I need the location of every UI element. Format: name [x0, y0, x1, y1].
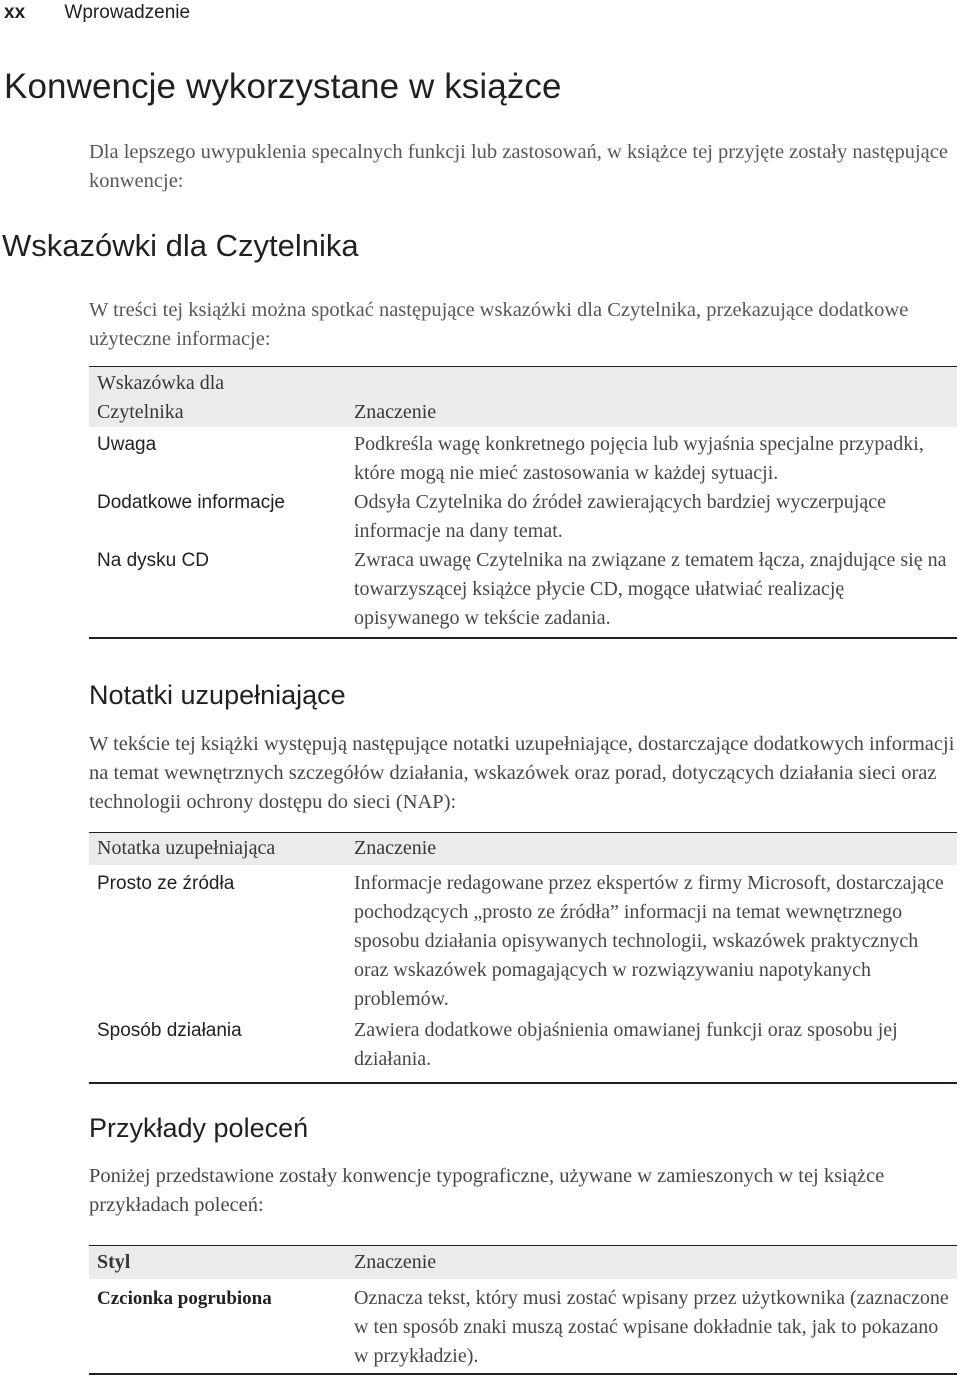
page-title: Konwencje wykorzystane w książce — [4, 67, 562, 106]
term-note: Uwaga — [97, 434, 157, 455]
running-header — [4, 2, 190, 24]
desc-from-source: Informacje redagowane przez ekspertów z firmy Microsoft, dostarczające pochodzących „prosto ze źródła” informacji na temat wewnętrznego sposobu działania opisywanych technologii, wskazówek praktycznych oraz wskazówek pomagających w rozwiązywaniu napotykanych problemów. — [354, 872, 944, 1010]
column-header-tip-line1: Wskazówka dla — [97, 372, 225, 394]
page-number: xx — [4, 2, 26, 23]
command-styles-table — [89, 1245, 957, 1375]
column-header-meaning: Znaczenie — [338, 367, 957, 428]
table-header-row — [89, 833, 957, 866]
table-row — [89, 427, 957, 488]
term-more-info: Dodatkowe informacje — [97, 492, 285, 513]
column-header-meaning: Znaczenie — [338, 1246, 957, 1280]
intro-paragraph: Dla lepszego uwypuklenia specalnych funkcji lub zastosowań, w książce tej przyjęte zostały następujące konwencje: — [89, 141, 948, 192]
table-row — [89, 865, 957, 1016]
column-header-sidebar: Notatka uzupełniająca — [89, 833, 338, 866]
column-header-style: Styl — [89, 1246, 338, 1280]
table-row — [89, 1279, 957, 1374]
table-row — [89, 546, 957, 638]
section-heading-sidebars: Notatki uzupełniające — [89, 680, 346, 710]
column-header-tip — [89, 367, 338, 428]
column-header-meaning: Znaczenie — [338, 833, 957, 866]
chapter-name: Wprowadzenie — [64, 2, 191, 23]
sidebars-table — [89, 832, 957, 1084]
reader-tips-paragraph: W treści tej książki można spotkać następujące wskazówki dla Czytelnika, przekazujące dodatkowe użyteczne informacje: — [89, 299, 909, 350]
table-header-row — [89, 367, 957, 428]
desc-on-cd: Zwraca uwagę Czytelnika na związane z tematem łącza, znajdujące się na towarzyszącej książce płycie CD, mogące ułatwiać realizację opisywanego w tekście zadania. — [338, 546, 957, 638]
table-row — [89, 488, 957, 546]
term-on-cd: Na dysku CD — [89, 546, 338, 638]
desc-how-it-works: Zawiera dodatkowe objaśnienia omawianej funkcji oraz sposobu jej działania. — [338, 1016, 957, 1083]
sidebars-paragraph: W tekście tej książki występują następujące notatki uzupełniające, dostarczające dodatkowych informacji na temat wewnętrznych szczegółów działania, wskazówek oraz porad, dotyczących działania sieci oraz technologii ochrony dostępu do sieci (NAP): — [89, 733, 955, 813]
desc-note: Podkreśla wagę konkretnego pojęcia lub wyjaśnia specjalne przypadki, które mogą nie mieć zastosowania w każdej sytuacji. — [354, 433, 924, 484]
column-header-tip-line2: Czytelnika — [97, 401, 184, 423]
reader-tips-table — [89, 366, 957, 639]
term-from-source: Prosto ze źródła — [97, 873, 235, 894]
desc-more-info: Odsyła Czytelnika do źródeł zawierających bardziej wyczerpujące informacje na dany temat. — [354, 491, 886, 542]
table-row — [89, 1016, 957, 1083]
command-examples-paragraph: Poniżej przedstawione zostały konwencje typograficzne, używane w zamieszonych w tej książce przykładach poleceń: — [89, 1165, 885, 1216]
desc-bold-font: Oznacza tekst, który musi zostać wpisany przez użytkownika (zaznaczone w ten sposób znaki muszą zostać wpisane dokładnie tak, jak to pokazano w przykładzie). — [338, 1279, 957, 1374]
term-how-it-works: Sposób działania — [89, 1016, 338, 1083]
term-bold-font: Czcionka pogrubiona — [89, 1279, 338, 1374]
section-heading-reader-tips: Wskazówki dla Czytelnika — [2, 228, 359, 263]
table-header-row — [89, 1246, 957, 1280]
section-heading-command-examples: Przykłady poleceń — [89, 1113, 309, 1143]
